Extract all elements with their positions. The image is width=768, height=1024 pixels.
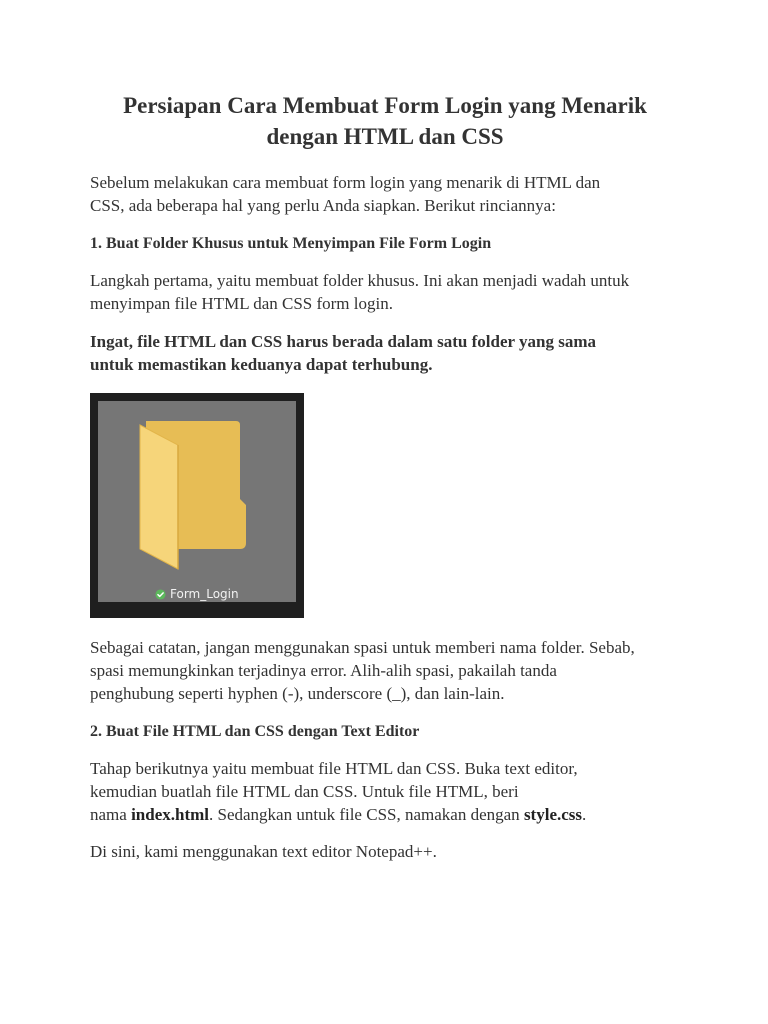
note-line-1: Ingat, file HTML dan CSS harus berada dalam satu folder yang sama [90,332,596,351]
step-2-line-2: kemudian buatlah file HTML dan CSS. Untuk file HTML, beri [90,782,519,801]
step-1-note [90,330,680,376]
step-2-line-3-prefix: nama [90,805,132,824]
folder-icon [138,419,248,581]
step-1-line-2: menyimpan file HTML dan CSS form login. [90,294,393,313]
intro-line-2: CSS, ada beberapa hal yang perlu Anda siapkan. Berikut rinciannya: [90,196,556,215]
step-1-heading: 1. Buat Folder Khusus untuk Menyimpan File Form Login [90,235,492,252]
step-1-line-1: Langkah pertama, yaitu membuat folder khusus. Ini akan menjadi wadah untuk [90,271,630,290]
check-circle-icon [155,589,166,600]
step-2-line-1: Tahap berikutnya yaitu membuat file HTML dan CSS. Buka text editor, [90,759,578,778]
after-line-2: spasi memungkinkan terjadinya error. Alih-alih spasi, pakailah tanda [90,661,557,680]
after-line-3: penghubung seperti hyphen (-), underscore (_), dan lain-lain. [90,684,505,703]
title-line-1: Persiapan Cara Membuat Form Login yang Menarik [123,93,647,118]
step-2-heading: 2. Buat File HTML dan CSS dengan Text Editor [90,723,420,740]
page-title [90,90,680,152]
title-line-2: dengan HTML dan CSS [266,124,504,149]
editor-paragraph: Di sini, kami menggunakan text editor Notepad++. [90,842,437,861]
folder-screenshot-background [98,401,296,602]
folder-name: Form_Login [170,587,239,601]
css-filename: style.css [523,805,583,824]
after-line-1: Sebagai catatan, jangan menggunakan spasi untuk memberi nama folder. Sebab, [90,638,635,657]
step-2-line-3-middle: . Sedangkan untuk file CSS, namakan dengan [209,805,524,824]
step-2-line-3-suffix: . [582,805,587,824]
step-2-paragraph [90,757,680,826]
intro-line-1: Sebelum melakukan cara membuat form login yang menarik di HTML dan [90,173,601,192]
folder-label [155,585,239,603]
article [90,90,680,863]
note-line-2: untuk memastikan keduanya dapat terhubung. [90,355,433,374]
html-filename: index.html [131,805,210,824]
step-1-paragraph [90,269,680,315]
folder-screenshot [90,393,304,618]
intro-paragraph [90,171,680,217]
folder-naming-note [90,636,680,705]
